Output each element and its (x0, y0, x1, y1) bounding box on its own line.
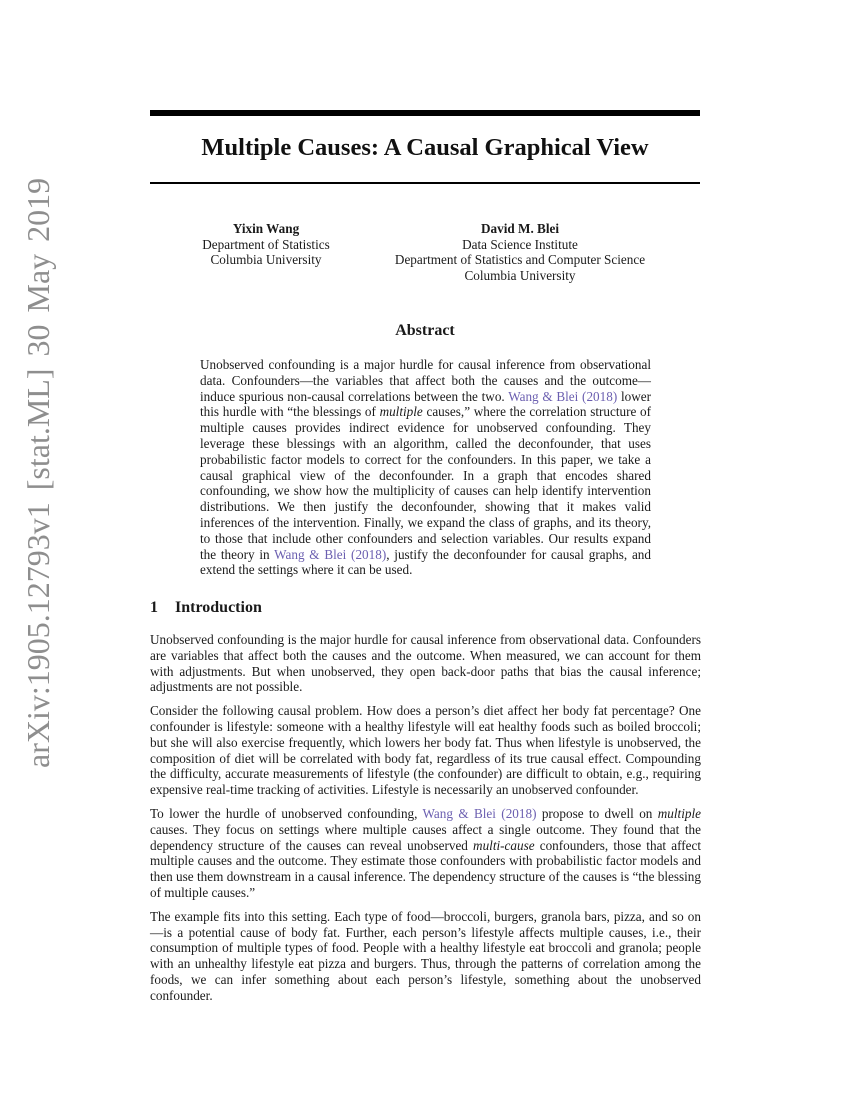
title-top-rule (150, 110, 700, 116)
author-affiliation: Department of Statistics and Computer Science (394, 252, 646, 268)
introduction-body (150, 632, 701, 1012)
author-affiliation: Data Science Institute (462, 236, 578, 252)
author-affiliation: Columbia University (464, 267, 576, 283)
author-name: David M. Blei (480, 221, 560, 236)
emphasis-text: multi-cause (473, 837, 535, 853)
abstract-text (200, 357, 651, 578)
abstract-segment: lower this hurdle with “the blessings of (200, 388, 651, 420)
citation-year: 2018 (355, 546, 382, 562)
paragraph-segment: propose to dwell on (536, 805, 658, 821)
paper-title: Multiple Causes: A Causal Graphical View (201, 134, 649, 161)
author-name: Yixin Wang (232, 221, 300, 236)
arxiv-identifier-stamp: arXiv:1905.12793v1 [stat.ML] 30 May 2019 (20, 177, 56, 768)
section-number: 1 (150, 599, 158, 616)
paragraph: The example fits into this setting. Each type of food—broccoli, burgers, granola bars, pizza, and so on—is a potential cause of body fat. Further, each person’s lifestyle affects multiple causes, i.e., their consumption of multiple types of food. People with a healthy lifestyle eat broccoli and granola; people with an unhealthy lifestyle eat pizza and burgers. Thus, through the patterns of correlation among the foods, we can infer something about each person’s lifestyle, something about the unobserved confounder. (150, 908, 701, 1003)
emphasis-text: multiple (379, 404, 423, 420)
author-block-1 (186, 221, 346, 268)
arxiv-sidebar (0, 0, 70, 1100)
abstract-heading: Abstract (395, 322, 455, 339)
citation-authors: Wang & Blei (274, 546, 347, 562)
paragraph: Consider the following causal problem. How does a person’s diet affect her body fat percentage? One confounder is lifestyle: someone with a healthy lifestyle will eat healthy foods such as boiled broccoli; but she will also exercise frequently, which lowers her body fat. Thus when lifestyle is unobserved, the composition of diet will be correlated with body fat, regardless of its true causal effect. Compounding the difficulty, accurate measurements of lifestyle (the confounder) are difficult to obtain, e.g., requiring expensive real-time tracking of activities. Lifestyle is necessarily an unobserved confounder. (150, 703, 701, 798)
citation-link[interactable]: Wang & Blei (2018) (422, 805, 537, 821)
citation-link[interactable]: Wang & Blei (2018) (508, 388, 618, 404)
paragraph-segment: causes. They focus on settings where multiple causes affect a single outcome. They found that the dependency structure of the causes can reveal unobserved (150, 821, 701, 853)
abstract-segment: causes,” where the correlation structure of multiple causes provides indirect evidence for unobserved confounding. They leverage these blessings with an algorithm, called the deconfounder, that uses probabilistic factor models to correct for the confounders. In this paper, we take a causal graphical view of the deconfounder. In a graph that encodes shared confounding, we show how the multiplicity of causes can help identify intervention distributions. We then justify the deconfounder, showing that it makes valid inferences of the intervention. Finally, we expand the class of graphs, and its theory, to those that include other confounders and selection variables. Our results expand the theory in (200, 404, 651, 562)
author-block-2 (380, 221, 660, 283)
section-title: Introduction (175, 599, 262, 616)
citation-year: 2018 (505, 805, 533, 821)
paragraph (150, 806, 701, 901)
abstract-segment: , justify the deconfounder for causal graphs, and extend the settings where it can be used. (200, 546, 651, 578)
paragraph: Unobserved confounding is the major hurdle for causal inference from observational data. Confounders are variables that affect both the causes and the outcome. When measured, we can account for them with adjustments. But when unobserved, they open back-door paths that bias the causal inference; adjustments are not possible. (150, 632, 701, 695)
author-affiliation: Department of Statistics (202, 236, 330, 252)
paragraph-segment: confounders, those that affect multiple causes and the outcome. They estimate those confounders with probabilistic factor models and then use them downstream in a causal inference. The dependency structure of the causes is “the blessing of multiple causes.” (150, 837, 701, 900)
citation-link[interactable]: Wang & Blei (2018) (274, 546, 387, 562)
citation-authors: Wang & Blei (422, 805, 496, 821)
citation-authors: Wang & Blei (508, 388, 579, 404)
abstract-segment: Unobserved confounding is a major hurdle for causal inference from observational data. Confounders—the variables that affect both the causes and the outcome—induce spurious non-causal correlations between the two. (200, 357, 651, 404)
emphasis-text: multiple (657, 805, 701, 821)
paragraph-segment: To lower the hurdle of unobserved confounding, (150, 805, 423, 821)
section-heading-introduction (150, 599, 262, 617)
citation-year: 2018 (586, 388, 613, 404)
title-bottom-rule (150, 182, 700, 184)
author-affiliation: Columbia University (210, 252, 322, 268)
